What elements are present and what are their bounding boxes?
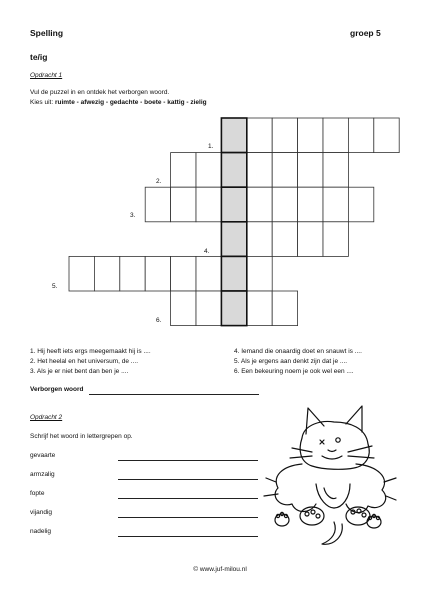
assignment-1-instruction: Vul de puzzel in en ontdek het verborgen woord. <box>30 89 170 96</box>
crossword-cell[interactable] <box>145 187 170 222</box>
crossword-cell[interactable] <box>69 256 94 291</box>
crossword-cell[interactable] <box>272 291 297 326</box>
crossword-cell[interactable] <box>196 153 221 188</box>
row-number-6: 6. <box>156 317 162 324</box>
clue-6: 6. Een bekeuring noem je ook wel een .... <box>234 368 354 375</box>
clue-4: 4. Iemand die onaardig doet en snauwt is .... <box>234 348 362 355</box>
answer-line-4[interactable] <box>118 517 258 518</box>
crossword-cell[interactable] <box>272 187 297 222</box>
crossword-cell[interactable] <box>323 222 348 257</box>
clue-2: 2. Het heelal en het universum, de .... <box>30 358 139 365</box>
crossword-cell[interactable] <box>272 222 297 257</box>
crossword-cell[interactable] <box>323 118 348 153</box>
hidden-word-cell[interactable] <box>221 291 246 326</box>
crossword-cell[interactable] <box>171 153 196 188</box>
crossword-cell[interactable] <box>348 118 373 153</box>
crossword-cell[interactable] <box>120 256 145 291</box>
crossword-cell[interactable] <box>171 187 196 222</box>
word-nadelig: nadelig <box>30 528 51 535</box>
choose-label: Kies uit: <box>30 99 54 106</box>
cat-illustration <box>262 404 398 552</box>
crossword-cell[interactable] <box>171 256 196 291</box>
hidden-word-label: Verborgen woord <box>30 386 84 393</box>
crossword-cell[interactable] <box>94 256 119 291</box>
row-number-3: 3. <box>130 212 136 219</box>
assignment-1-title: Opdracht 1 <box>30 72 63 79</box>
choices-list: ruimte - afwezig - gedachte - boete - kattig - zielig <box>54 99 207 106</box>
row-number-1: 1. <box>208 143 214 150</box>
subject-title: Spelling <box>30 28 64 38</box>
hidden-word-cell[interactable] <box>221 153 246 188</box>
answer-line-1[interactable] <box>118 460 258 461</box>
crossword-cell[interactable] <box>298 153 323 188</box>
word-gevaarte: gevaarte <box>30 452 56 459</box>
crossword-cell[interactable] <box>298 222 323 257</box>
word-fopte: fopte <box>30 490 45 497</box>
crossword-cell[interactable] <box>348 187 373 222</box>
hidden-word-answer-line[interactable] <box>89 394 259 395</box>
word-armzalig: armzalig <box>30 471 55 478</box>
crossword-cell[interactable] <box>272 153 297 188</box>
crossword-cell[interactable] <box>196 256 221 291</box>
row-number-4: 4. <box>204 248 210 255</box>
hidden-word-cell[interactable] <box>221 222 246 257</box>
crossword-cell[interactable] <box>247 153 272 188</box>
crossword-cell[interactable] <box>272 118 297 153</box>
clue-5: 5. Als je ergens aan denkt zijn dat je .... <box>234 358 348 365</box>
answer-line-2[interactable] <box>118 479 258 480</box>
assignment-2-title: Opdracht 2 <box>30 414 63 421</box>
crossword-cell[interactable] <box>374 118 399 153</box>
clue-1: 1. Hij heeft iets ergs meegemaakt hij is .... <box>30 348 151 355</box>
crossword-cell[interactable] <box>247 291 272 326</box>
crossword-cell[interactable] <box>298 187 323 222</box>
crossword-cell[interactable] <box>247 118 272 153</box>
group-label: groep 5 <box>350 28 381 38</box>
clue-3: 3. Als je er niet bent dan ben je .... <box>30 368 129 375</box>
crossword-cell[interactable] <box>247 187 272 222</box>
crossword-cell[interactable] <box>323 153 348 188</box>
crossword-cell[interactable] <box>298 118 323 153</box>
crossword-cell[interactable] <box>323 187 348 222</box>
crossword-cell[interactable] <box>247 222 272 257</box>
crossword-cell[interactable] <box>247 256 272 291</box>
answer-line-3[interactable] <box>118 498 258 499</box>
hidden-word-cell[interactable] <box>221 256 246 291</box>
answer-line-5[interactable] <box>118 536 258 537</box>
crossword-cell[interactable] <box>196 291 221 326</box>
word-vijandig: vijandig <box>30 509 53 516</box>
row-number-5: 5. <box>52 283 58 290</box>
footer-credit: © www.juf-milou.nl <box>193 566 247 573</box>
topic-title: te/ig <box>30 52 48 62</box>
crossword-cell[interactable] <box>196 187 221 222</box>
assignment-2-instruction: Schrijf het woord in lettergrepen op. <box>30 433 133 440</box>
hidden-word-cell[interactable] <box>221 187 246 222</box>
crossword-cell[interactable] <box>145 256 170 291</box>
hidden-word-cell[interactable] <box>221 118 246 153</box>
row-number-2: 2. <box>156 178 162 185</box>
crossword-cell[interactable] <box>171 291 196 326</box>
